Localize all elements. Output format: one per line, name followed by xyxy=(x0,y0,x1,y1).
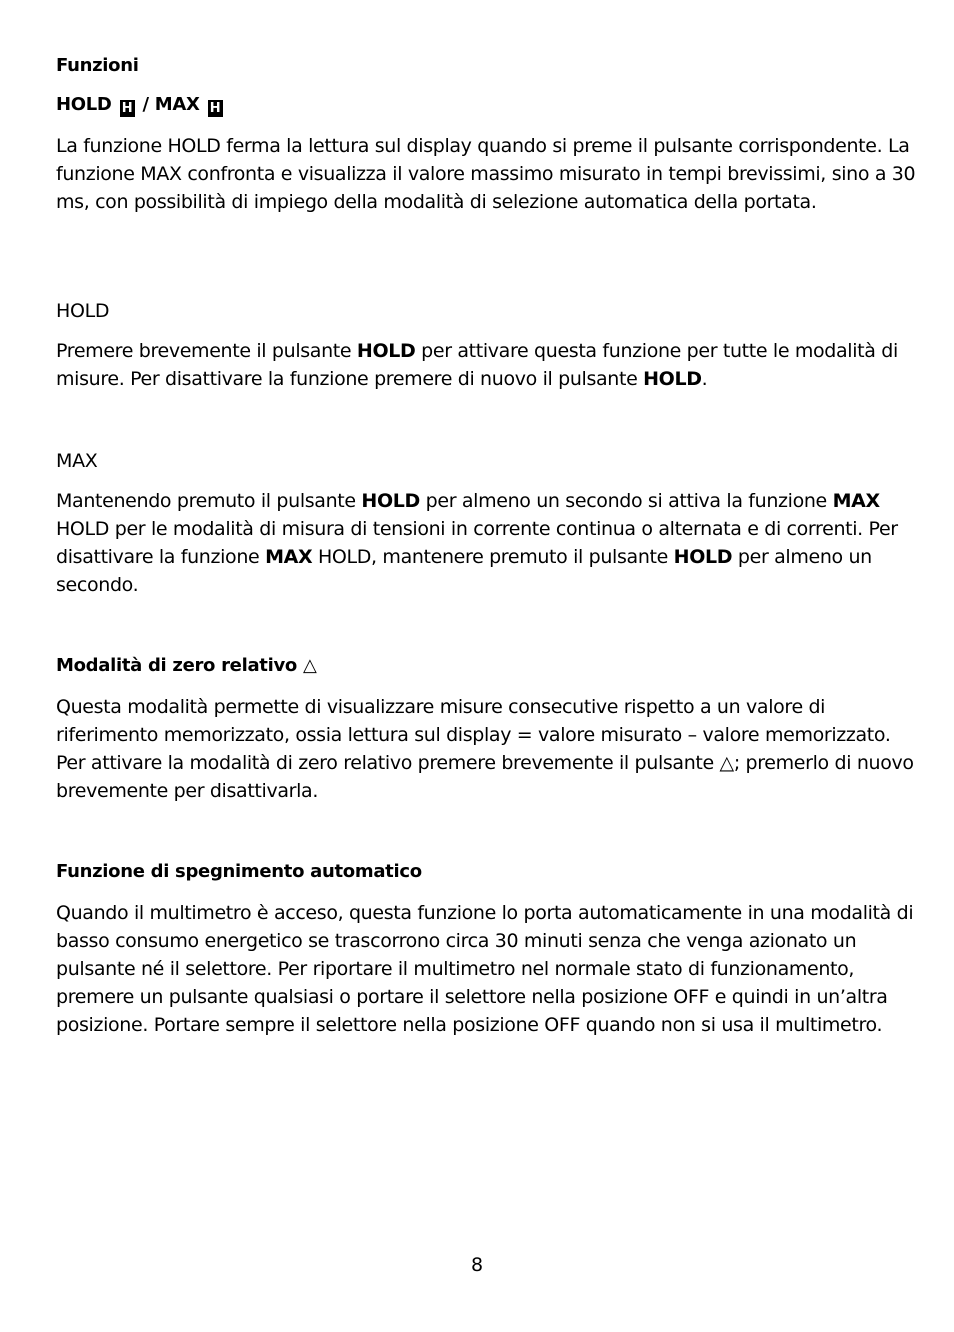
hold-max-heading xyxy=(56,91,916,119)
auto-off-paragraph: Quando il multimetro è acceso, questa funzione lo porta automaticamente in una modalità di basso consumo energetico se trascorrono circa 30 minuti senza che venga azionato un pulsante né il selettore. Per riportare il multimetro nel normale stato di funzionamento, premere un pulsante qualsiasi o portare il selettore nella posizione OFF e quindi in un’altra posizione. Portare sempre il selettore nella posizione OFF quando non si usa il multimetro. xyxy=(56,902,914,1036)
max-bold-4: HOLD xyxy=(673,546,733,568)
delta-icon: △ xyxy=(302,655,317,676)
max-bold-2: MAX xyxy=(832,490,880,512)
relative-zero-title: Modalità di zero relativo xyxy=(56,655,297,676)
relative-zero-paragraph xyxy=(56,693,916,805)
max-text-1: Mantenendo premuto il pulsante xyxy=(56,490,362,512)
hold-subheading: HOLD xyxy=(56,300,110,322)
delta-inline-icon: △ xyxy=(719,752,734,774)
relative-zero-text-2: ; premerlo di nuovo brevemente per disattivarla. xyxy=(56,752,914,802)
hold-paragraph xyxy=(56,337,926,393)
hold-text-1: Premere brevemente il pulsante xyxy=(56,340,357,362)
max-paragraph xyxy=(56,487,916,599)
intro-paragraph: La funzione HOLD ferma la lettura sul display quando si preme il pulsante corrispondente. La funzione MAX confronta e visualizza il valore massimo misurato in tempi brevissimi, sino a 30 ms, con possibilità di impiego della modalità di selezione automatica della portata. xyxy=(56,135,916,213)
max-text-4: HOLD, mantenere premuto il pulsante xyxy=(312,546,674,568)
hold-button-ref-1: HOLD xyxy=(356,340,416,362)
auto-off-heading: Funzione di spegnimento automatico xyxy=(56,861,422,882)
heading-separator: / xyxy=(142,94,149,115)
max-label: MAX xyxy=(154,94,200,115)
hold-button-ref-2: HOLD xyxy=(643,368,702,390)
max-bold-3: MAX xyxy=(265,546,313,568)
hold-text-2: per attivare questa funzione per tutte le modalità di misure. Per disattivare la funzione premere di nuovo il pulsante xyxy=(56,340,898,390)
hold-text-3: . xyxy=(701,368,708,390)
section-title: Funzioni xyxy=(56,55,139,76)
max-text-2: per almeno un secondo si attiva la funzione xyxy=(419,490,833,512)
max-text-3: HOLD per le modalità di misura di tensioni in corrente continua o alternata e di correnti. Per disattivare la funzione xyxy=(56,518,898,568)
page-number: 8 xyxy=(470,1254,484,1276)
max-text-5: per almeno un secondo. xyxy=(56,546,872,596)
max-bold-1: HOLD xyxy=(361,490,420,512)
max-icon: H xyxy=(208,100,223,117)
relative-zero-heading xyxy=(56,652,916,680)
hold-icon: H xyxy=(120,100,135,117)
hold-label: HOLD xyxy=(56,94,112,115)
relative-zero-text-1: Questa modalità permette di visualizzare misure consecutive rispetto a un valore di riferimento memorizzato, ossia lettura sul display = valore misurato – valore memorizzato. Per attivare la modalità di zero relativo premere brevemente il pulsante xyxy=(56,696,891,774)
max-subheading: MAX xyxy=(56,450,98,472)
